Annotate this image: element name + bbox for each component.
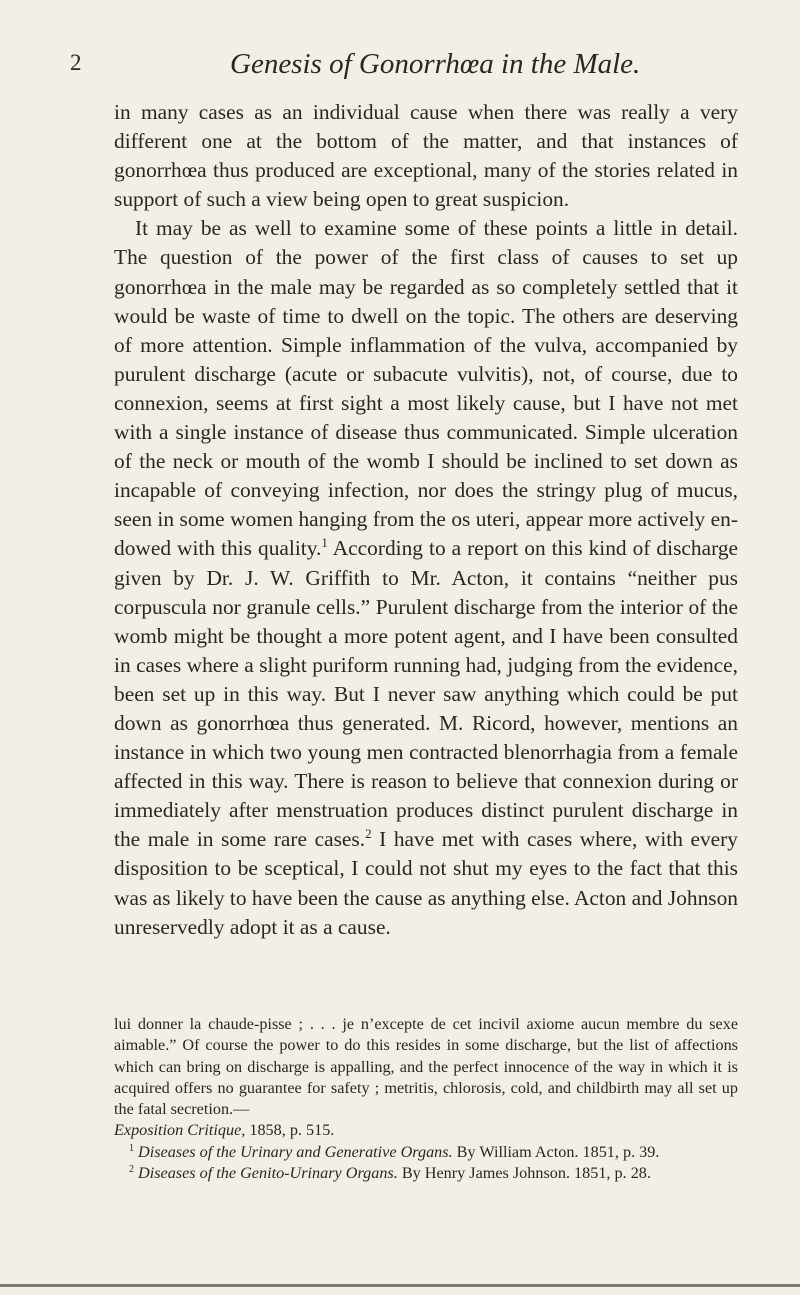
footnote-book-title: Diseases of the Genito-Urinary Organs.: [138, 1164, 398, 1183]
footnote-reference: 2: [365, 826, 372, 842]
footnote-2: [114, 1163, 738, 1184]
footnote-citation: By William Acton. 1851, p. 39.: [452, 1142, 660, 1161]
running-title: Genesis of Gonorrhœa in the Male.: [230, 48, 641, 80]
footnotes: [114, 1014, 738, 1184]
paragraph-continuation: in many cases as an individual cause when there was really a very different one at the bottom of the matter, and that instances of gonorrhœa thus produced are exceptional, many of the stories related in support of such a view being open to great suspicion.: [114, 100, 738, 212]
footnote-reference: 1: [321, 535, 328, 551]
paragraph-text: It may be as well to examine some of these points a little in detail. The question of the power of the first class of causes to set up gonorrhœa in the male may be regarded as so completely settled that it would be waste of time to dwell on the topic. The others are deserving of more attention. Simple inflammation of the vulva, accompanied by purulent discharge (acute or subacute vulvitis), not, of course, due to connexion, seems at first sight a most likely cause, but I have not met with a single instance of disease thus communicated. Simple ulceration of the neck or mouth of the womb I should be inclined to set down as incapable of conveying infection, nor does the stringy plug of mucus, seen in some women hanging from the os uteri, appear more actively endowed with this quality.: [114, 216, 738, 561]
main-text: [114, 98, 738, 942]
footnote-text: lui donner la chaude-pisse ; . . . je n’excepte de cet incivil axiome aucun membre du sexe aimable.” Of course the power to do this resides in some discharge, but the list of affections which can bring on discharge is appalling, and the perfect innocence of the way in which it is acquired offers no guarantee for safety ; metritis, chlorosis, cold, and childbirth may all set up the fatal secretion.—: [114, 1015, 738, 1119]
page-edge-rule: [0, 1284, 800, 1287]
footnote-citation: By Henry James Johnson. 1851, p. 28.: [397, 1164, 651, 1183]
paragraph-text: According to a report on this kind of discharge given by Dr. J. W. Griffith to Mr. Acton, it contains “neither pus corpuscula nor granule cells.” Purulent discharge from the interior of the womb might be thought a more potent agent, and I have been consulted in cases where a slight puriform running had, judging from the evidence, been set up in this way. But I never saw anything which could be put down as gonorrhœa thus generated. M. Ricord, however, mentions an instance in which two young men contracted blenorrhagia from a female affected in this way. There is reason to believe that connexion during or immediately after menstruation produces distinct purulent discharge in the male in some rare cases.: [114, 536, 739, 852]
footnote-citation: 1858, p. 515.: [245, 1121, 335, 1140]
page-header: [70, 48, 730, 88]
paragraph-examination: [114, 214, 738, 941]
footnote-source-title: Exposition Critique,: [114, 1121, 246, 1140]
page-number: 2: [70, 50, 82, 75]
footnote-book-title: Diseases of the Urinary and Generative Organs.: [138, 1142, 453, 1161]
footnote-mark: 2: [129, 1164, 134, 1176]
footnote-1: [114, 1142, 738, 1163]
paragraph-text: I have met with cases where, with every disposition to be sceptical, I could not shut my eyes to the fact that this was as likely to have been the cause as anything else. Acton and Johnson unreservedly adopt it as a cause.: [114, 827, 738, 939]
footnote-mark: 1: [129, 1142, 134, 1154]
footnote-continuation: [114, 1014, 738, 1142]
